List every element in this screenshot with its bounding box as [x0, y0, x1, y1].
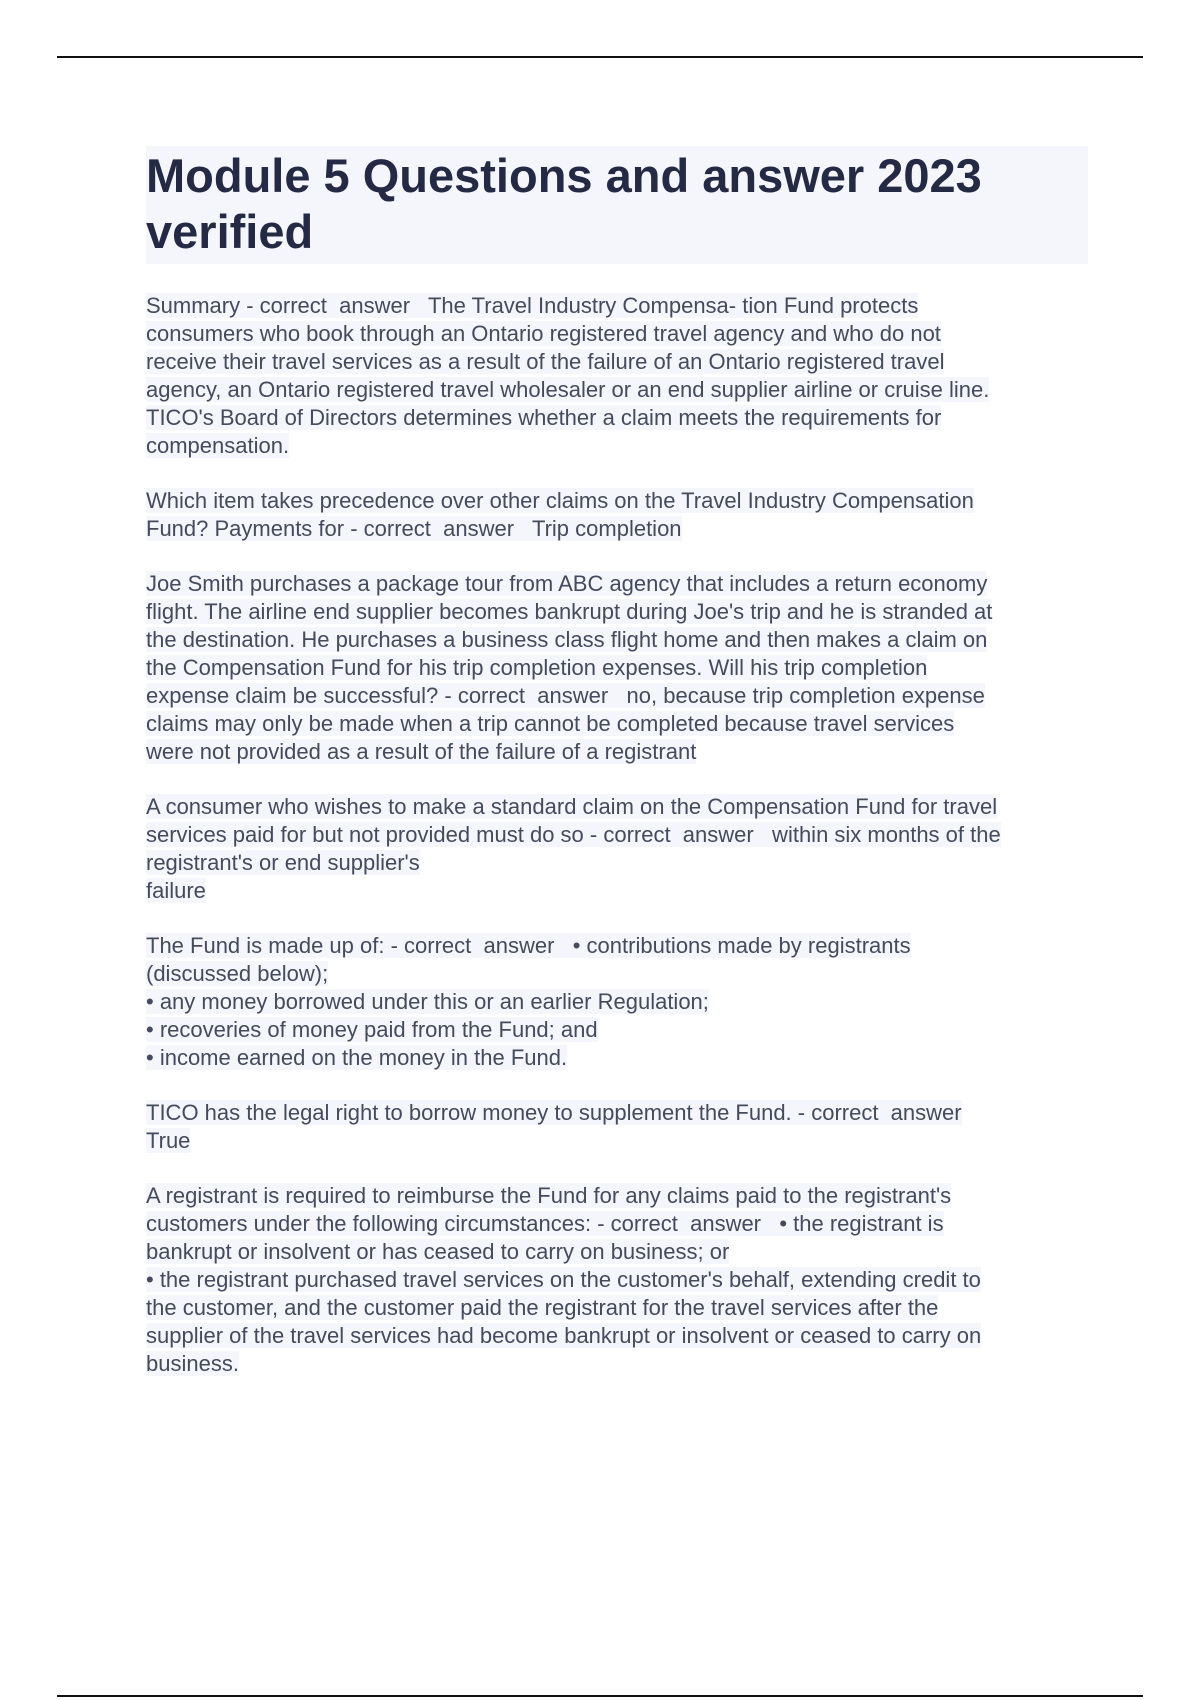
text-line [146, 348, 1088, 376]
text-line [146, 1238, 1088, 1266]
qa-paragraph [146, 570, 1088, 766]
document-body [146, 146, 1088, 1405]
qa-paragraph [146, 1099, 1088, 1155]
text-line-content: supplier of the travel services had become bankrupt or insolvent or ceased to carry on [146, 1323, 982, 1348]
text-line [146, 1322, 1088, 1350]
text-line [146, 292, 1088, 320]
text-line-content: Summary - correct answer The Travel Industry Compensa- tion Fund protects [146, 293, 919, 318]
text-line-content: TICO's Board of Directors determines whether a claim meets the requirements for [146, 405, 942, 430]
text-line-content: services paid for but not provided must do so - correct answer within six months of the [146, 822, 1001, 847]
text-line [146, 320, 1088, 348]
text-line [146, 376, 1088, 404]
text-line-content: True [146, 1128, 191, 1153]
title-line: verified [146, 205, 314, 258]
text-line [146, 849, 1088, 877]
qa-paragraph [146, 793, 1088, 905]
text-line [146, 1182, 1088, 1210]
text-line-content: agency, an Ontario registered travel wholesaler or an end supplier airline or cruise line. [146, 377, 990, 402]
text-line-content: The Fund is made up of: - correct answer • contributions made by registrants [146, 933, 911, 958]
text-line-content: (discussed below); [146, 961, 329, 986]
text-line-content: Joe Smith purchases a package tour from ABC agency that includes a return economy [146, 571, 988, 596]
text-line [146, 682, 1088, 710]
text-line [146, 432, 1088, 460]
qa-paragraph [146, 487, 1088, 543]
text-line-content: the destination. He purchases a business class flight home and then makes a claim on [146, 627, 988, 652]
title-line: Module 5 Questions and answer 2023 [146, 149, 982, 202]
text-line-content: expense claim be successful? - correct answer no, because trip completion expense [146, 683, 985, 708]
text-line-content: consumers who book through an Ontario registered travel agency and who do not [146, 321, 941, 346]
text-line [146, 654, 1088, 682]
text-line-content: were not provided as a result of the failure of a registrant [146, 739, 697, 764]
text-line [146, 1099, 1088, 1127]
qa-paragraph [146, 1182, 1088, 1378]
text-line-content: registrant's or end supplier's [146, 850, 420, 875]
text-line [146, 821, 1088, 849]
text-line [146, 960, 1088, 988]
text-line-content: business. [146, 1351, 239, 1376]
text-line-content: Fund? Payments for - correct answer Trip completion [146, 516, 682, 541]
text-line-content: failure [146, 878, 206, 903]
qa-paragraph [146, 932, 1088, 1072]
text-line [146, 710, 1088, 738]
text-line-content: claims may only be made when a trip cannot be completed because travel services [146, 711, 955, 736]
text-line [146, 1127, 1088, 1155]
text-line [146, 988, 1088, 1016]
text-line [146, 1294, 1088, 1322]
bottom-rule [57, 1695, 1143, 1697]
text-line-content: TICO has the legal right to borrow money to supplement the Fund. - correct answer [146, 1100, 962, 1125]
text-line-content: bankrupt or insolvent or has ceased to carry on business; or [146, 1239, 730, 1264]
qa-list [146, 292, 1088, 1378]
text-line [146, 570, 1088, 598]
text-line [146, 793, 1088, 821]
text-line-content: • income earned on the money in the Fund. [146, 1045, 568, 1070]
text-line-content: the Compensation Fund for his trip completion expenses. Will his trip completion [146, 655, 928, 680]
text-line-content: A consumer who wishes to make a standard claim on the Compensation Fund for travel [146, 794, 998, 819]
qa-paragraph [146, 292, 1088, 460]
text-line-content: • recoveries of money paid from the Fund; and [146, 1017, 598, 1042]
text-line [146, 1016, 1088, 1044]
page-title [146, 148, 1088, 260]
text-line [146, 487, 1088, 515]
text-line [146, 932, 1088, 960]
text-line-content: the customer, and the customer paid the registrant for the travel services after the [146, 1295, 939, 1320]
text-line-content: A registrant is required to reimburse the Fund for any claims paid to the registrant's [146, 1183, 952, 1208]
title-block [146, 146, 1088, 264]
text-line [146, 1044, 1088, 1072]
top-rule [57, 56, 1143, 58]
text-line-content: Which item takes precedence over other claims on the Travel Industry Compensation [146, 488, 974, 513]
text-line [146, 515, 1088, 543]
text-line-content: compensation. [146, 433, 290, 458]
text-line [146, 1266, 1088, 1294]
text-line [146, 404, 1088, 432]
text-line-content: customers under the following circumstances: - correct answer • the registrant is [146, 1211, 944, 1236]
text-line [146, 598, 1088, 626]
text-line [146, 738, 1088, 766]
text-line [146, 1350, 1088, 1378]
text-line [146, 626, 1088, 654]
text-line-content: receive their travel services as a result of the failure of an Ontario registered travel [146, 349, 945, 374]
text-line [146, 1210, 1088, 1238]
text-line-content: flight. The airline end supplier becomes bankrupt during Joe's trip and he is stranded at [146, 599, 993, 624]
text-line-content: • the registrant purchased travel services on the customer's behalf, extending credit to [146, 1267, 981, 1292]
text-line [146, 877, 1088, 905]
text-line-content: • any money borrowed under this or an earlier Regulation; [146, 989, 709, 1014]
